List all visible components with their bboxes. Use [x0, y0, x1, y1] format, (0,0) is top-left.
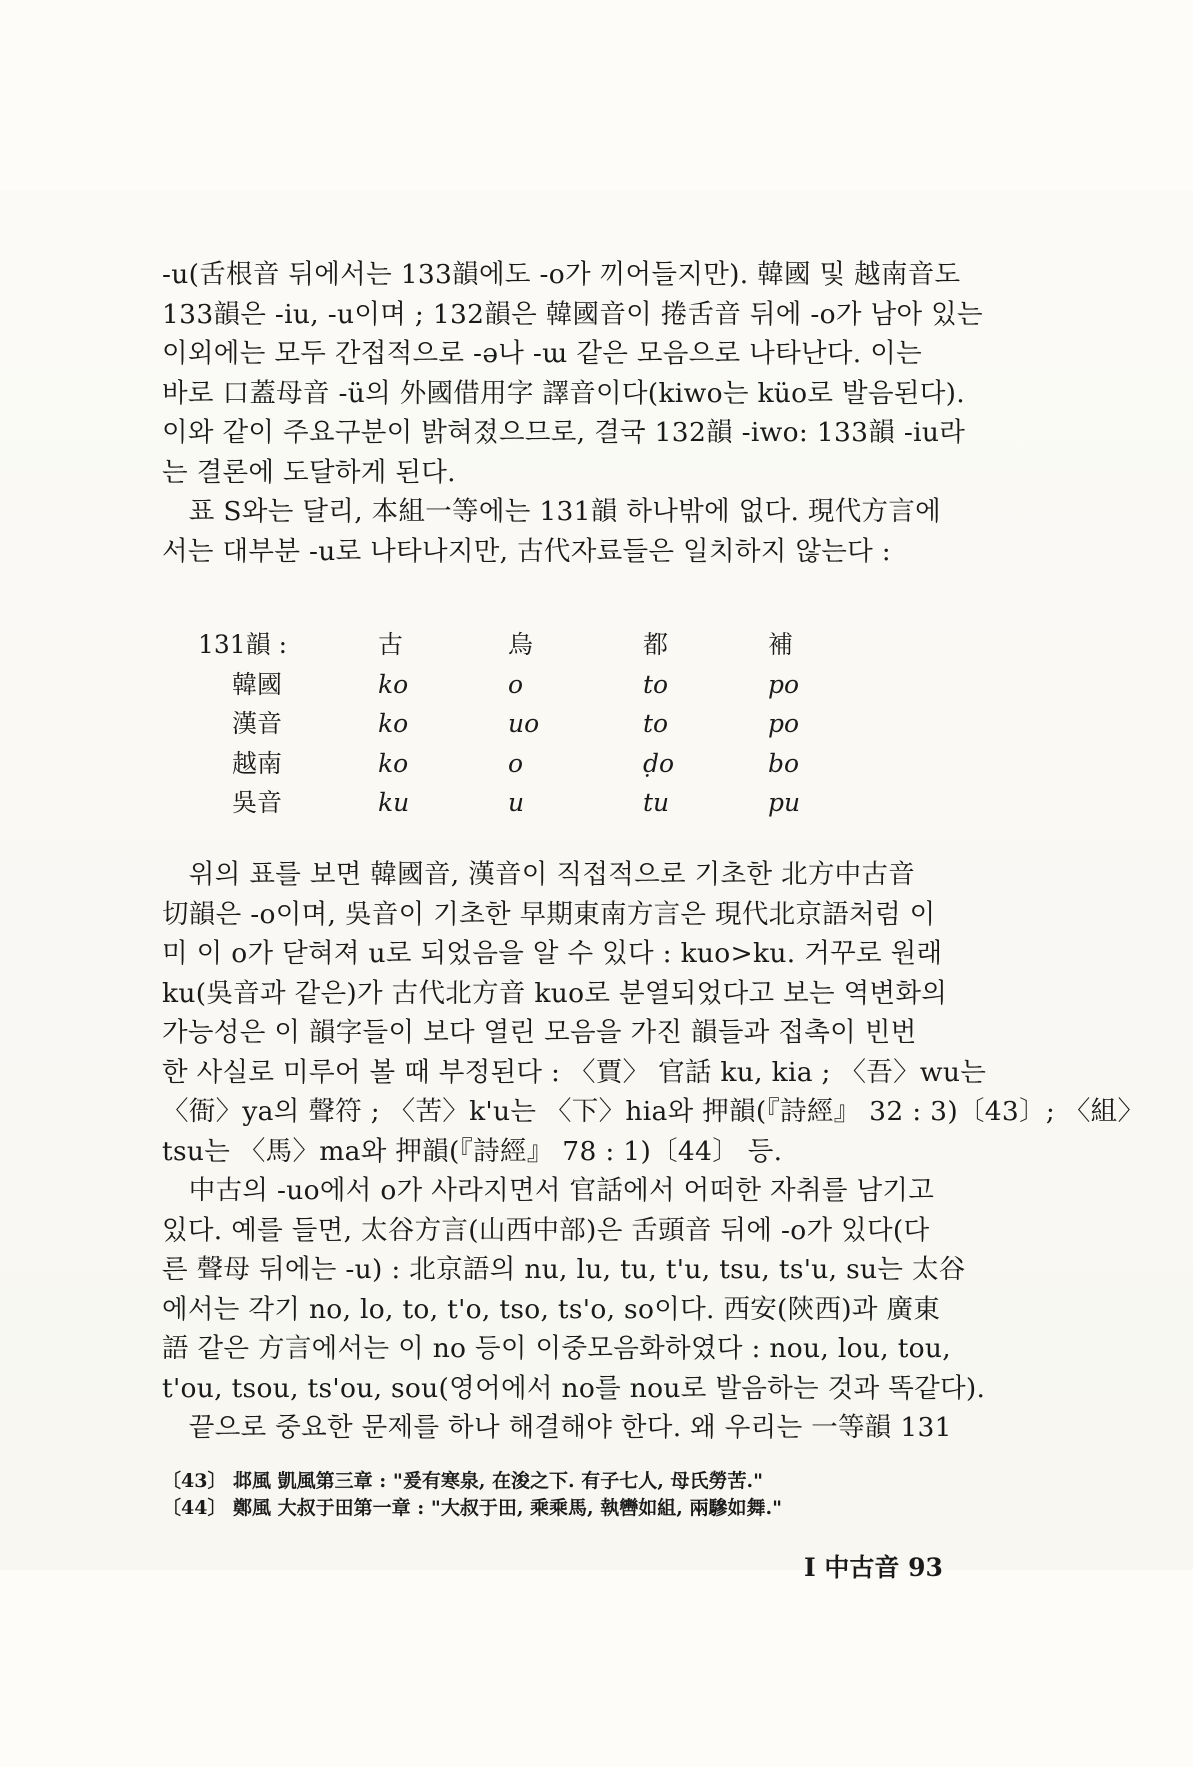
text-line: ku(吳音과 같은)가 古代北方音 kuo로 분열되었다고 보는 역변화의 [162, 977, 948, 1009]
table-row [198, 744, 898, 784]
table-cell: ko [378, 669, 409, 699]
body-text-top [162, 255, 1037, 571]
text-line: 는 결론에 도달하게 된다. [162, 456, 456, 488]
reading-table [198, 625, 898, 823]
footnote: 〔43〕 邶風 凱風第三章 : "爰有寒泉, 在浚之下. 有子七人, 母氏勞苦." [162, 1470, 764, 1492]
text-line: 에서는 각기 no, lo, to, t'o, tso, ts'o, so이다. 西安(陝西)과 廣東 [162, 1293, 941, 1325]
table-cell: ku [378, 788, 410, 817]
table-row-label: 吳音 [232, 788, 283, 817]
table-header-cell: 補 [768, 630, 794, 659]
text-line: 이와 같이 주요구분이 밝혀졌으므로, 결국 132韻 -iwo: 133韻 -iu라 [162, 417, 966, 448]
table-row [198, 783, 898, 823]
table-header-cell: 古 [378, 630, 404, 659]
table-cell: o [508, 748, 524, 778]
table-header-cell: 烏 [508, 630, 534, 659]
text-line: 가능성은 이 韻字들이 보다 열린 모음을 가진 韻들과 접촉이 빈번 [162, 1017, 917, 1048]
text-line: 切韻은 -o이며, 吳音이 기초한 早期東南方言은 現代北京語처럼 이 [162, 898, 936, 930]
table-cell: to [643, 669, 669, 699]
footnotes [162, 1468, 1037, 1522]
text-line: 표 S와는 달리, 本組一等에는 131韻 하나밖에 없다. 現代方言에 [162, 496, 942, 527]
text-line: 한 사실로 미루어 볼 때 부정된다 : 〈賈〉 官話 ku, kia ; 〈吾〉wu는 [162, 1056, 987, 1088]
table-row [198, 704, 898, 744]
text-line: -u(舌根音 뒤에서는 133韻에도 -o가 끼어들지만). 韓國 및 越南音도 [162, 259, 961, 290]
table-cell: to [643, 709, 669, 738]
text-line: 위의 표를 보면 韓國音, 漢音이 직접적으로 기초한 北方中古音 [162, 859, 916, 890]
table-cell: u [508, 788, 525, 817]
table-row-label: 越南 [232, 748, 283, 778]
table-row-label: 韓國 [232, 669, 283, 699]
text-line: 끝으로 중요한 문제를 하나 해결해야 한다. 왜 우리는 一等韻 131 [162, 1412, 952, 1443]
text-line: 語 같은 方言에서는 이 no 등이 이중모음화하였다 : nou, lou, tou, [162, 1333, 951, 1364]
table-header-cell: 都 [643, 630, 669, 659]
table-row-label: 漢音 [232, 709, 283, 738]
table-cell: ko [378, 709, 409, 738]
table-header-row [198, 625, 898, 665]
table-cell: pu [768, 788, 801, 817]
text-line: 133韻은 -iu, -u이며 ; 132韻은 韓國音이 捲舌音 뒤에 -o가 남아 있는 [162, 298, 983, 330]
text-line: 바로 口蓋母音 -ü의 外國借用字 譯音이다(kiwo는 küo로 발음된다). [162, 377, 966, 409]
table-cell: ko [378, 748, 409, 778]
text-line: 이외에는 모두 간접적으로 -ə나 -ɯ 같은 모음으로 나타난다. 이는 [162, 338, 923, 369]
text-line: 서는 대부분 -u로 나타나지만, 古代자료들은 일치하지 않는다 : [162, 535, 892, 567]
text-line: 른 聲母 뒤에는 -u) : 北京語의 nu, lu, tu, t'u, tsu, ts'u, su는 太谷 [162, 1254, 966, 1285]
text-line: 미 이 o가 닫혀져 u로 되었음을 알 수 있다 : kuo>ku. 거꾸로 원래 [162, 938, 943, 969]
table-cell: po [768, 669, 800, 699]
table-cell: o [508, 669, 524, 699]
table-cell: po [768, 709, 800, 738]
text-line: 〈衙〉ya의 聲符 ; 〈苦〉k'u는 〈下〉hia와 押韻(『詩經』 32 : 3)〔43〕; 〈組〉 [162, 1096, 1145, 1127]
text-line: 있다. 예를 들면, 太谷方言(山西中部)은 舌頭音 뒤에 -o가 있다(다 [162, 1214, 930, 1246]
body-text-bottom [162, 855, 1145, 1448]
table-cell: tu [643, 788, 670, 817]
table-row [198, 665, 898, 705]
text-line: tsu는 〈馬〉ma와 押韻(『詩經』 78 : 1)〔44〕 등. [162, 1135, 783, 1167]
text-line: t'ou, tsou, ts'ou, sou(영어에서 no를 nou로 발음하는 것과 똑같다). [162, 1372, 986, 1404]
text-line: 中古의 -uo에서 o가 사라지면서 官話에서 어떠한 자취를 남기고 [162, 1175, 935, 1206]
table-cell: ḍo [643, 748, 675, 778]
page-footer: I 中古音 93 [804, 1553, 943, 1582]
table-header-cell: 131韻 : [198, 630, 288, 659]
footnote: 〔44〕 鄭風 大叔于田第一章 : "大叔于田, 乘乘馬, 執轡如組, 兩驂如舞." [162, 1497, 783, 1519]
table-cell: bo [768, 748, 800, 778]
table-cell: uo [508, 709, 540, 738]
